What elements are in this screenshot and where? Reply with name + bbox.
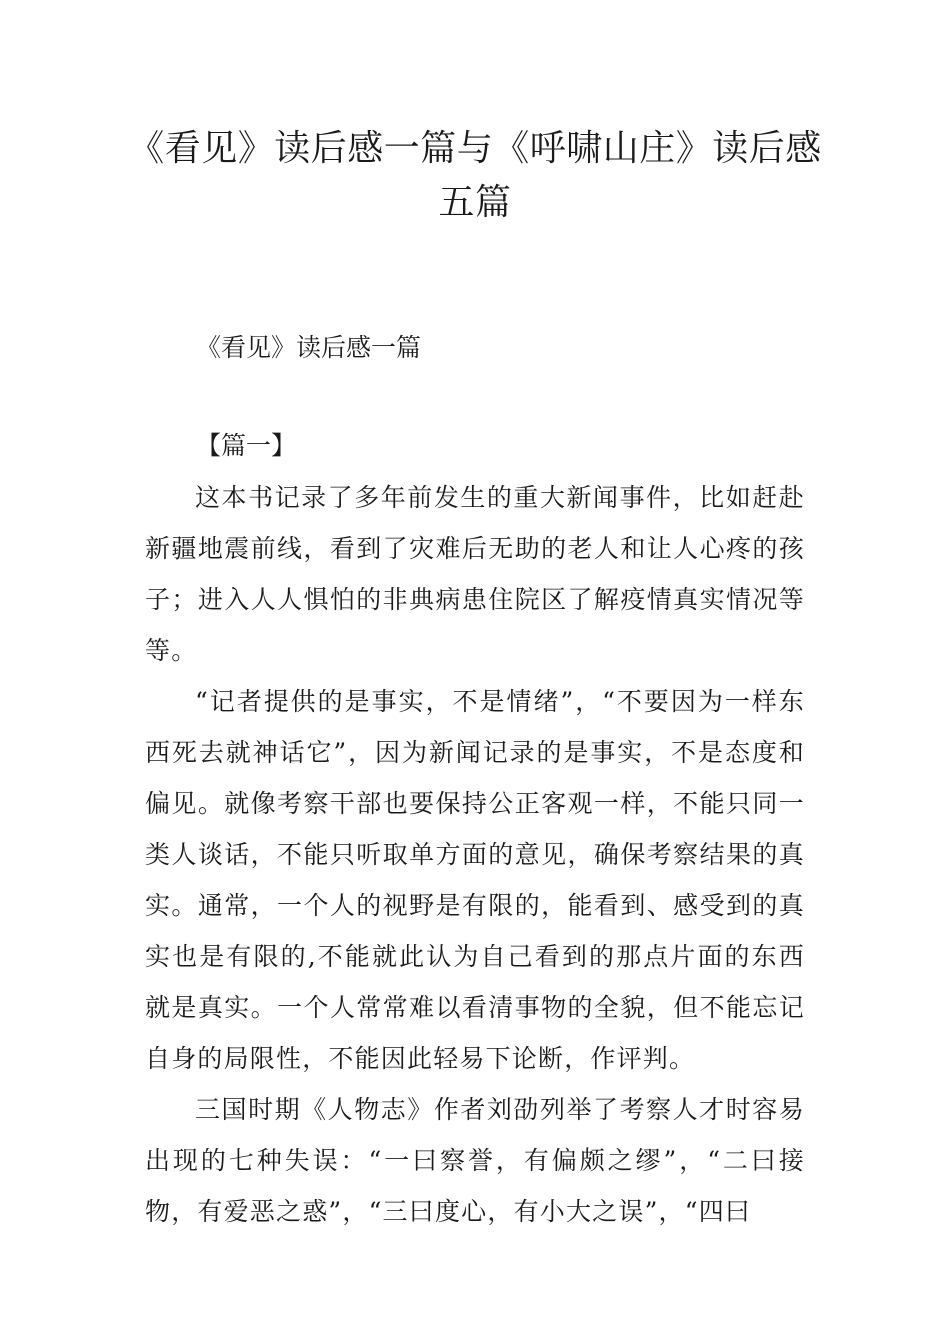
article-subtitle: 《看见》读后感一篇 [196, 333, 422, 362]
document-title: 《看见》读后感一篇与《呼啸山庄》读后感五篇 [128, 128, 822, 223]
paragraph-3: 三国时期《人物志》作者刘劭列举了考察人才时容易出现的七种失误：“一曰察誉，有偏颇之缪”，“二曰接物，有爱恶之惑”，“三曰度心，有小大之误”，“四曰 [145, 1095, 805, 1226]
paragraph-1: 这本书记录了多年前发生的重大新闻事件，比如赶赴新疆地震前线，看到了灾难后无助的老人和让人心疼的孩子；进入人人惧怕的非典病患住院区了解疫情真实情况等等。 [145, 483, 805, 665]
paragraph-2: “记者提供的是事实，不是情绪”，“不要因为一样东西死去就神话它”，因为新闻记录的是事实，不是态度和偏见。就像考察干部也要保持公正客观一样，不能只同一类人谈话，不能只听取单方面的意见，确保考察结果的真实。通常，一个人的视野是有限的，能看到、感受到的真实也是有限的,不能就此认为自己看到的那点片面的东西就是真实。一个人常常难以看清事物的全貌，但不能忘记自身的局限性，不能因此轻易下论断，作评判。 [145, 687, 805, 1073]
article-body [145, 472, 805, 1237]
section-label: 【篇一】 [196, 431, 297, 460]
